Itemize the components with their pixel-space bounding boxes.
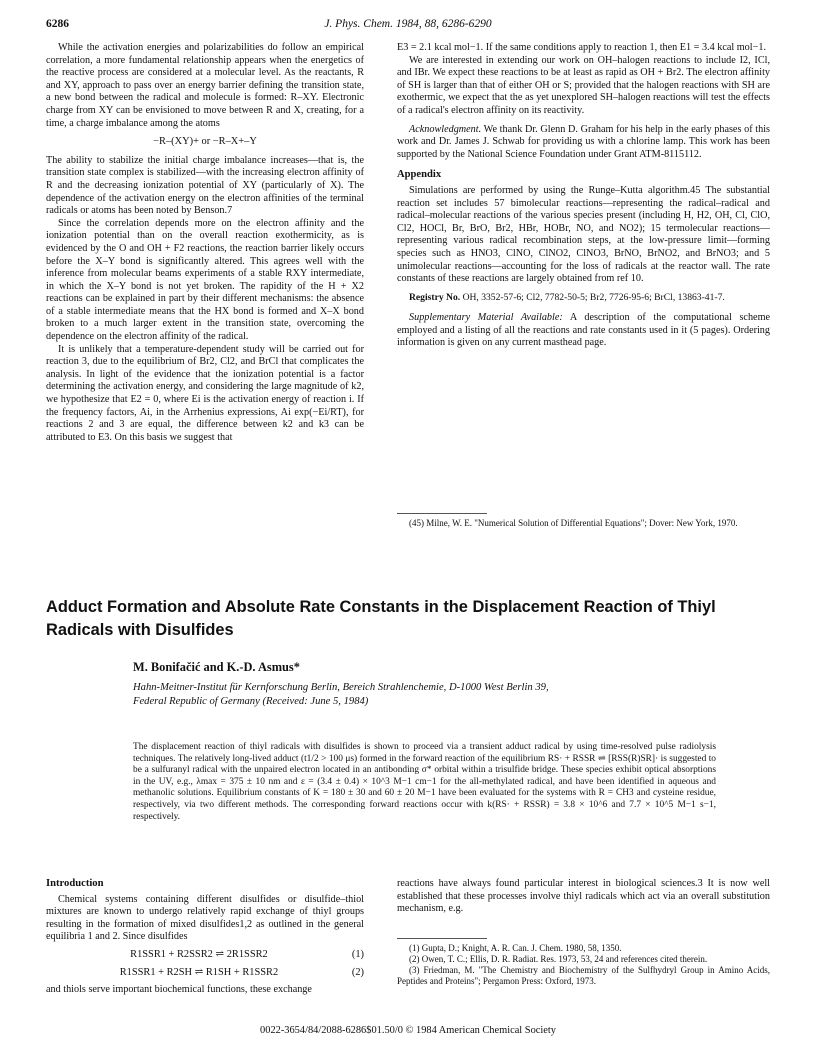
equation-number: (2): [351, 966, 364, 978]
affiliation-line: Hahn-Meitner-Institut für Kernforschung Berlin, Bereich Strahlenchemie, D-1000 West Berlin 39,: [133, 682, 549, 693]
equation-number: (1): [351, 948, 364, 960]
article-title: Adduct Formation and Absolute Rate Constants in the Displacement Reaction of Thiyl Radicals with Disulfides: [46, 598, 716, 639]
paragraph: E3 = 2.1 kcal mol−1. If the same conditions apply to reaction 1, then E1 = 3.4 kcal mol−1.: [397, 42, 766, 53]
footnote: (2) Owen, T. C.; Ellis, D. R. Radiat. Res. 1973, 53, 24 and references cited therein.: [409, 954, 708, 964]
supplementary-material: [397, 312, 770, 350]
acknowledgment-label: Acknowledgment.: [409, 123, 482, 135]
footnote-divider: [397, 513, 487, 514]
left-column: [46, 42, 364, 444]
right-column: [397, 42, 770, 350]
paragraph: The ability to stabilize the initial charge imbalance increases—that is, the transition state complex is stabilized—with the increasing electron affinity of R and the decreasing ionization potential of XY (particularly of X). The dependence of the activation energy on the electron affinities of the terminal radicals or atoms has been noted by Benson.7: [46, 154, 364, 217]
footnote: (3) Friedman, M. "The Chemistry and Biochemistry of the Sulfhydryl Group in Amino Acids, Peptides and Proteins"; Pergamon Press: Oxford, 1973.: [397, 965, 770, 986]
supplementary-text: A description of the computational scheme employed and a listing of all the reactions and rate constants used in it (5 pages). Ordering information is given on any current masthead page.: [397, 312, 771, 349]
supplementary-label: Supplementary Material Available:: [409, 312, 563, 324]
paragraph: reactions have always found particular interest in biological sciences.3 It is now well established that these processes involve thiyl radicals which act via an overall substitution mechanism, e.g.: [397, 878, 770, 915]
footnote-45: [397, 518, 770, 529]
introduction-footnotes: [397, 943, 770, 987]
introduction-right-column: [397, 878, 770, 916]
acknowledgment-text: We thank Dr. Glenn D. Graham for his help in the early phases of this work and Dr. James J. Schwab for providing us with a chlorine lamp. This work has been supported by the National Science Foundation under Grant ATM-8115112.: [397, 123, 770, 160]
article-authors: M. Bonifačić and K.-D. Asmus*: [133, 660, 300, 674]
paragraph: Since the correlation depends more on the electron affinity and the ionization potential than on the overall reaction exothermicity, as is evidenced by the O and OH + F2 reactions, the reaction barrier likely occurs before the X–Y bond is significantly altered. This agrees well with the inference from molecular beams experiments of a stable RXY intermediate, in which the X–Y bond is not yet broken. The rapidity of the H + X2 reactions can be explained in part by their different mechanisms: the absence of a stable intermediate means that the HX bond is formed and X–X bond broken to a much larger extent in the transition state, overcoming the dependence on the electron affinity of the radical.: [46, 217, 364, 343]
appendix-heading: Appendix: [397, 169, 442, 181]
journal-reference: J. Phys. Chem. 1984, 88, 6286-6290: [324, 18, 492, 30]
paragraph: Chemical systems containing different disulfides or disulfide–thiol mixtures are known to undergo relatively rapid exchange of thiyl groups resulting in the formation of mixed disulfides1,2 as outlined in the general equilibria 1 and 2. Since disulfides: [46, 893, 364, 943]
paragraph: and thiols serve important biochemical functions, these exchange: [46, 984, 312, 996]
abstract: The displacement reaction of thiyl radicals with disulfides is shown to proceed via a transient adduct radical by using time-resolved pulse radiolysis techniques. The relatively long-lived adduct (t1/2 > 100 μs) formed in the forward reaction of the equilibrium RS· + RSSR ⇌ [RSS(R)SR]· is suggested to be a sulfuranyl radical with the unpaired electron located in an antibonding σ* orbital within a trisulfide bridge. These species exhibit optical absorptions in the UV, e.g., λmax = 375 ± 10 nm and ε = (3.4 ± 0.4) × 10^3 M−1 cm−1 for the all-methylated radical, and have been identified in aqueous and methanolic solutions. Equilibrium constants of K = 180 ± 30 and 60 ± 20 M−1 have been evaluated for the systems with R = CH3 and cysteine residue, respectively, via two different methods. The corresponding forward reactions occur with k(RS· + RSSR) = 3.8 × 10^6 and 7.7 × 10^5 M−1 s−1, respectively.: [133, 742, 716, 822]
paragraph: It is unlikely that a temperature-dependent study will be carried out for reaction 3, due to the equilibrium of Br2, Cl2, and BrCl that complicates the analysis. In light of the evidence that the ionization potential is a factor determining the activation energy, and considering the large magnitude of k2, we hypothesize that E2 = 0, where Ei is the activation energy of reaction i. If the frequency factors, Ai, in the Arrhenius expressions, Ai exp(−Ei/RT), for reactions 2 and 3 are equal, the difference between k2 and k3 can be attributed to E3. On this basis we suggest that: [46, 343, 364, 443]
equation-2: [46, 967, 364, 980]
affiliation-line: Federal Republic of Germany (Received: June 5, 1984): [133, 695, 369, 707]
footnote: (1) Gupta, D.; Knight, A. R. Can. J. Chem. 1980, 58, 1350.: [409, 943, 622, 953]
paragraph: We are interested in extending our work on OH–halogen reactions to include I2, ICl, and IBr. We expect these reactions to be at least as rapid as OH + Br2. The electron affinity of SH is larger than that of either OH or S; provided that the halogen reactions with SH are exothermic, we expect that the as yet unexplored SH–halogen reactions will test the effects of a radical's electron affinity on its reactivity.: [397, 54, 770, 116]
registry-text: OH, 3352-57-6; Cl2, 7782-50-5; Br2, 7726-95-6; BrCl, 13863-41-7.: [462, 291, 725, 303]
registry-numbers: [397, 292, 770, 305]
author-affiliation: [133, 681, 549, 708]
registry-label: Registry No.: [409, 291, 461, 303]
equation-text: R1SSR1 + R2SH ⇌ R1SH + R1SSR2: [119, 966, 279, 978]
charge-imbalance-equation: −R–(XY)+ or −R–X+–Y: [153, 136, 257, 148]
page-number: 6286: [46, 18, 69, 30]
introduction-heading: Introduction: [46, 878, 104, 889]
equation-1: [46, 949, 364, 962]
introduction-left-column: [46, 878, 364, 997]
equation-text: R1SSR1 + R2SSR2 ⇌ 2R1SSR2: [130, 948, 268, 960]
footnote-divider: [397, 938, 487, 939]
appendix-text: Simulations are performed by using the Runge–Kutta algorithm.45 The substantial reaction set includes 57 bimolecular reactions—representing the radical–radical and radical–molecular reactions of the various species present (including H, H2, OH, Cl, ClO, Cl2, HOCl, Br, BrO, Br2, HBr, HOBr, NO, and NO2); 15 termolecular reactions—representing various radical recombination steps, at the low-pressure limit—forming species such as HNO3, ClNO, ClNO2, ClNO3, BrNO, BrNO2, and BrNO3; and 5 unimolecular reactions—accounting for the loss of radicals at the reactor wall. The rate constants of these reactions are largely obtained from ref 10.: [397, 184, 770, 285]
paragraph: While the activation energies and polarizabilities do follow an empirical correlation, a more fundamental relationship appears when the energetics of the reactive process are considered at a molecular level. As the reactants, R and XY, approach to pass over an energy barrier defining the transition state, a new bond between the radical and molecule is formed: R–XY. Electronic charge from XY can be envisioned to move between R and X, creating, for a time, a charge imbalance among the atoms: [46, 42, 364, 129]
copyright-line: 0022-3654/84/2088-6286$01.50/0 © 1984 American Chemical Society: [260, 1025, 556, 1036]
footnote: (45) Milne, W. E. "Numerical Solution of Differential Equations"; Dover: New York, 1970.: [409, 518, 738, 528]
acknowledgment: [397, 124, 770, 162]
